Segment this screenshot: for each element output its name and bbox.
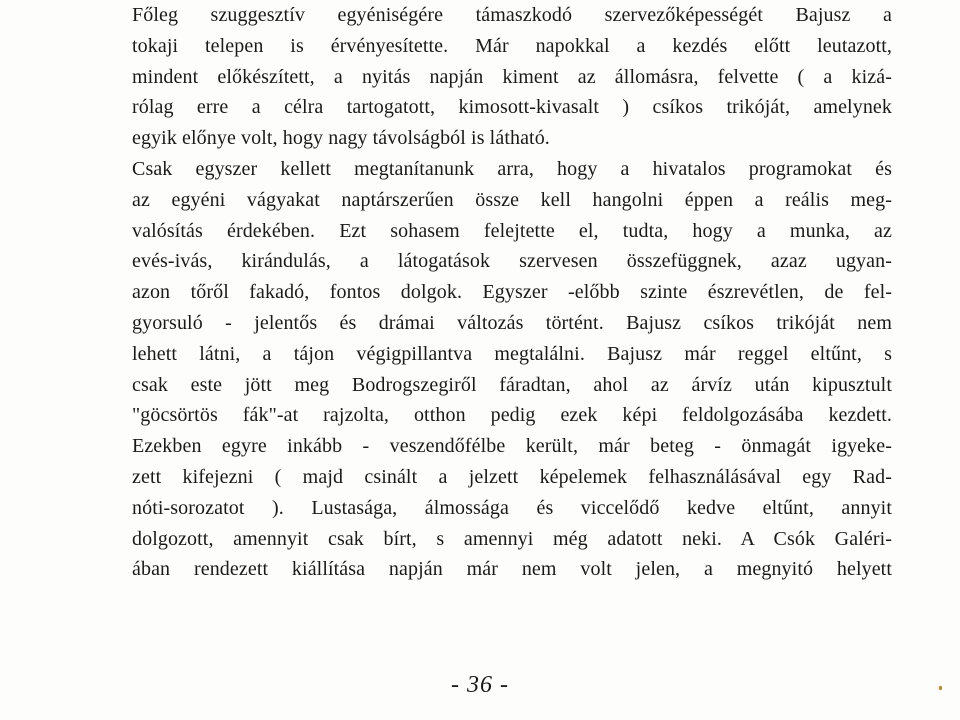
text-line-4: rólag erre a célra tartogatott, kimosott-kivasalt ) csíkos trikóját, amelynek [132, 96, 892, 119]
scan-speck [939, 686, 942, 690]
text-line-13: csak este jött meg Bodrogszegiről fáradtan, ahol az árvíz után kipusztult [132, 373, 892, 396]
text-line-2: tokaji telepen is érvényesítette. Már napokkal a kezdés előtt leutazott, [132, 34, 892, 57]
text-line-14: "göcsörtös fák"-at rajzolta, otthon pedig ezek képi feldolgozásába kezdett. [132, 404, 892, 427]
text-line-12: lehett látni, a tájon végigpillantva megtalálni. Bajusz már reggel eltűnt, s [132, 342, 892, 365]
text-line-11: gyorsuló - jelentős és drámai változás történt. Bajusz csíkos trikóját nem [132, 311, 892, 334]
text-line-17: nóti-sorozatot ). Lustasága, álmossága és viccelődő kedve eltűnt, annyit [132, 496, 892, 519]
text-line-9: evés-ivás, kirándulás, a látogatások szervesen összefüggnek, azaz ugyan- [132, 250, 892, 273]
body-text [132, 0, 892, 585]
page-number: - 36 - [451, 672, 509, 698]
text-line-19: ában rendezett kiállítása napján már nem volt jelen, a megnyitó helyett [132, 558, 892, 581]
text-line-5: egyik előnye volt, hogy nagy távolságból is látható. [132, 127, 550, 150]
text-line-18: dolgozott, amennyit csak bírt, s amennyi még adatott neki. A Csók Galéri- [132, 527, 892, 550]
text-line-7: az egyéni vágyakat naptárszerűen össze kell hangolni éppen a reális meg- [132, 188, 892, 211]
text-line-3: mindent előkészített, a nyitás napján kiment az állomásra, felvette ( a kizá- [132, 65, 892, 88]
text-line-16: zett kifejezni ( majd csinált a jelzett képelemek felhasználásával egy Rad- [132, 465, 892, 488]
text-line-15: Ezekben egyre inkább - veszendőfélbe került, már beteg - önmagát igyeke- [132, 435, 892, 458]
text-line-1: Főleg szuggesztív egyéniségére támaszkodó szervezőképességét Bajusz a [132, 4, 892, 26]
text-line-6: Csak egyszer kellett megtanítanunk arra, hogy a hivatalos programokat és [132, 157, 892, 180]
text-line-8: valósítás érdekében. Ezt sohasem felejtette el, tudta, hogy a munka, az [132, 219, 892, 242]
text-line-10: azon tőről fakadó, fontos dolgok. Egyszer -előbb szinte észrevétlen, de fel- [132, 281, 892, 304]
